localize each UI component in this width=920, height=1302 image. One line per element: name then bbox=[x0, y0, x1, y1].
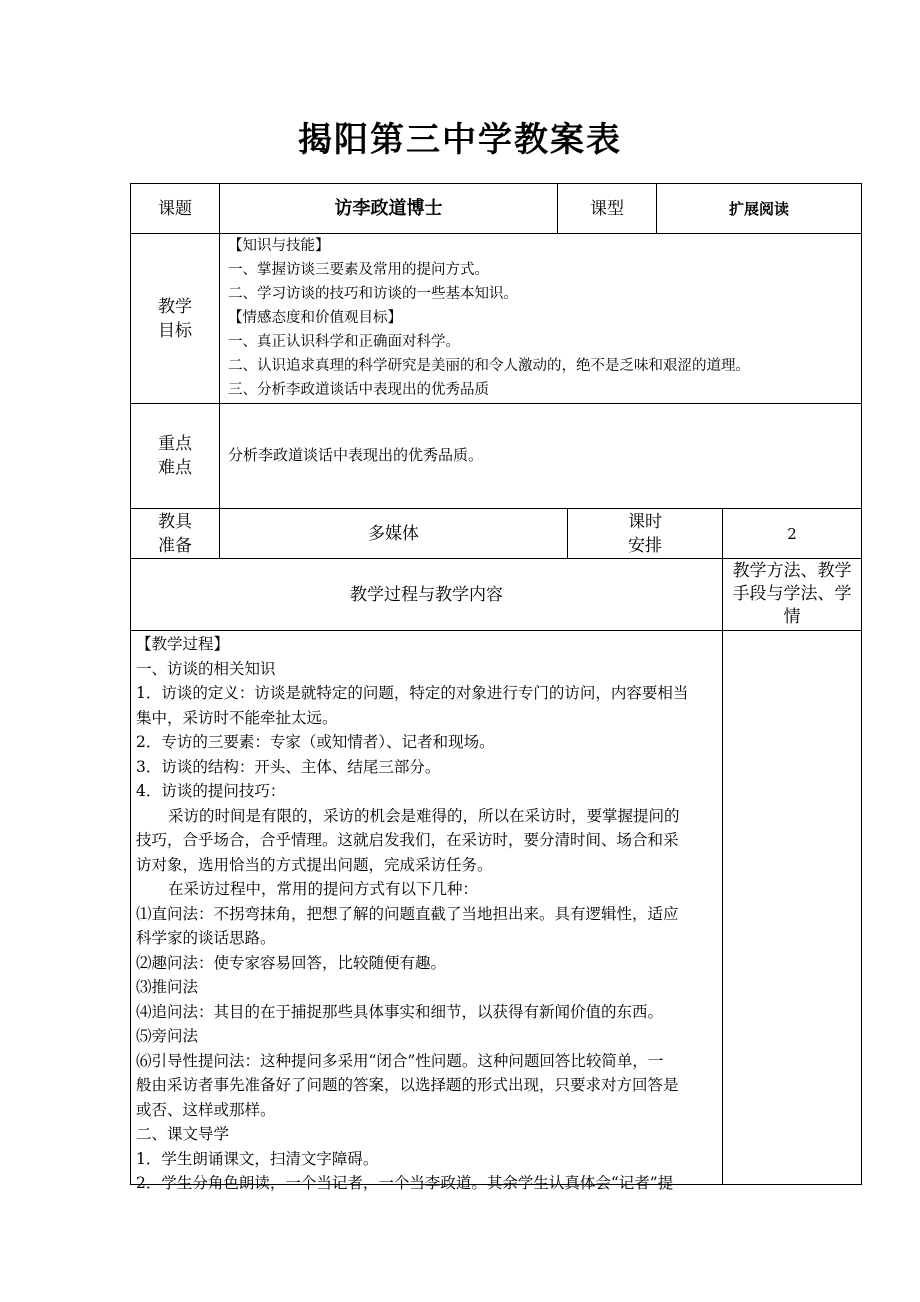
objective-line: 【知识与技能】 bbox=[228, 238, 330, 254]
process-header-left: 教学过程与教学内容 bbox=[350, 584, 503, 605]
equipment-label-line: 教具 bbox=[158, 511, 192, 532]
process-line: 4．访谈的提问技巧： bbox=[136, 782, 286, 800]
objective-line: 一、真正认识科学和正确面对科学。 bbox=[228, 334, 460, 350]
process-header-right-line: 手段与学法、学 bbox=[732, 584, 852, 604]
process-line: 采访的时间是有限的，采访的机会是难得的，所以在采访时，要掌握提问的 bbox=[168, 806, 680, 825]
process-line: ⑴直问法：不拐弯抹角，把想了解的问题直截了当地担出来。具有逻辑性，适应 bbox=[136, 904, 679, 923]
topic-value: 访李政道博士 bbox=[334, 197, 443, 219]
process-line: ⑷追问法：其目的在于捕捉那些具体事实和细节，以获得有新闻价值的东西。 bbox=[136, 1002, 664, 1021]
process-line: ⑶推问法 bbox=[136, 978, 199, 996]
process-line: 在采访过程中，常用的提问方式有以下几种： bbox=[168, 880, 479, 898]
process-header-right bbox=[723, 559, 861, 630]
objectives-label-line: 教学 bbox=[158, 296, 192, 317]
process-line: ⑸旁问法 bbox=[136, 1027, 199, 1045]
hours-label-line: 安排 bbox=[628, 535, 662, 556]
key-points-label-line: 难点 bbox=[158, 458, 192, 478]
process-header-right-line: 情 bbox=[783, 607, 801, 627]
process-line: 1．访谈的定义：访谈是就特定的问题，特定的对象进行专门的访问，内容要相当 bbox=[136, 684, 689, 702]
process-line: 二、课文导学 bbox=[136, 1125, 230, 1143]
hours-label bbox=[568, 509, 722, 558]
objective-line: 二、认识追求真理的科学研究是美丽的和令人激动的，绝不是乏味和艰涩的道理。 bbox=[228, 358, 750, 374]
process-line: ⑹引导性提问法：这种提问多采用“闭合”性问题。这种问题回答比较简单，一 bbox=[136, 1051, 664, 1070]
process-line: 2．专访的三要素：专家（或知情者）、记者和现场。 bbox=[136, 733, 495, 751]
hours-value: 2 bbox=[787, 524, 797, 543]
process-line: 或否、这样或那样。 bbox=[136, 1100, 276, 1119]
objectives-label bbox=[131, 234, 219, 403]
equipment-label bbox=[131, 509, 219, 558]
process-content bbox=[136, 632, 716, 1196]
process-line: 集中，采访时不能牵扯太远。 bbox=[136, 708, 338, 727]
row-divider bbox=[130, 403, 862, 404]
process-line: 2．学生分角色朗读，一个当记者，一个当李政道。其余学生认真体会“记者”提 bbox=[136, 1174, 674, 1192]
process-line: 1．学生朗诵课文，扫清文字障碍。 bbox=[136, 1149, 379, 1168]
type-label: 课型 bbox=[590, 198, 624, 219]
process-line: 科学家的谈话思路。 bbox=[136, 929, 276, 947]
process-line: 3．访谈的结构：开头、主体、结尾三部分。 bbox=[136, 757, 441, 776]
key-points-value: 分析李政道谈话中表现出的优秀品质。 bbox=[228, 446, 484, 464]
col-divider bbox=[219, 183, 220, 558]
equipment-label-line: 准备 bbox=[158, 535, 192, 556]
process-line: 技巧，合乎场合，合乎情理。这就启发我们，在采访时，要分清时间、场合和采 bbox=[136, 831, 679, 849]
process-line: 【教学过程】 bbox=[136, 635, 230, 653]
row-divider bbox=[130, 630, 862, 631]
objective-line: 三、分析李政道谈话中表现出的优秀品质 bbox=[228, 382, 489, 398]
process-line: 访对象，选用恰当的方式提出问题，完成采访任务。 bbox=[136, 855, 493, 874]
topic-label: 课题 bbox=[158, 198, 192, 219]
page-title: 揭阳第三中学教案表 bbox=[298, 120, 622, 160]
objective-line: 二、学习访谈的技巧和访谈的一些基本知识。 bbox=[228, 286, 518, 302]
hours-label-line: 课时 bbox=[628, 511, 662, 532]
process-line: 般由采访者事先准备好了问题的答案，以选择题的形式出现，只要求对方回答是 bbox=[136, 1076, 679, 1094]
process-line: 一、访谈的相关知识 bbox=[136, 659, 276, 678]
equipment-value: 多媒体 bbox=[368, 523, 419, 544]
objectives-content bbox=[228, 234, 856, 402]
process-header-right-line: 教学方法、教学 bbox=[732, 561, 852, 581]
type-value: 扩展阅读 bbox=[728, 199, 789, 218]
process-line: ⑵趣问法：使专家容易回答，比较随便有趣。 bbox=[136, 953, 447, 972]
objective-line: 【情感态度和价值观目标】 bbox=[228, 310, 402, 326]
objectives-label-line: 目标 bbox=[158, 320, 192, 341]
key-points-label-line: 重点 bbox=[158, 434, 192, 454]
objective-line: 一、掌握访谈三要素及常用的提问方式。 bbox=[228, 262, 489, 278]
key-points-label bbox=[131, 404, 219, 508]
